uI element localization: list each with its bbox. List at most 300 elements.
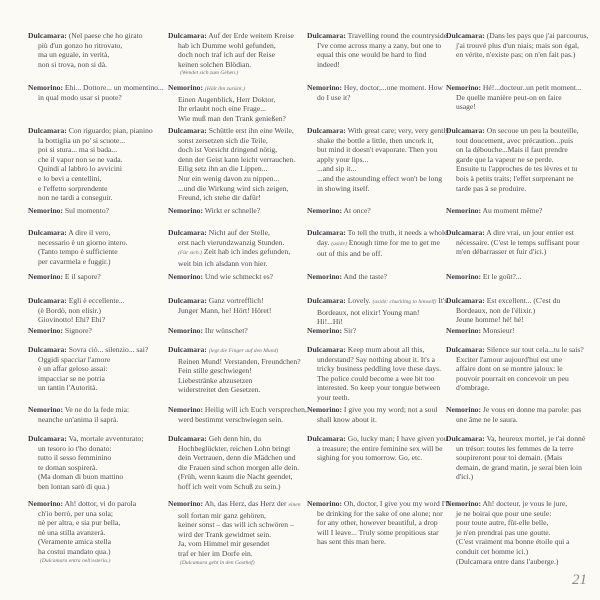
verse-line xyxy=(307,393,441,403)
line-text: Fein stille geschwiegen! xyxy=(178,366,252,376)
speech-english xyxy=(307,345,441,403)
line-text: nè per altra, e sia pur bella, xyxy=(38,518,121,528)
line-text: It's xyxy=(438,296,448,305)
line-text: d'ombrage. xyxy=(456,383,490,393)
verse-line xyxy=(446,415,581,425)
verse-line xyxy=(307,50,447,60)
line-text: e lo bevi a centellini, xyxy=(38,173,102,183)
verse-line xyxy=(168,126,295,136)
line-text: Und wie schmeckt es? xyxy=(204,272,274,281)
speaker-name: Nemorino: xyxy=(28,326,64,335)
verse-line xyxy=(168,434,299,444)
line-text: Lovely. xyxy=(347,296,371,305)
verse-line xyxy=(168,306,271,316)
line-text: Heilig will ich Euch versprechen, xyxy=(204,405,307,414)
verse-line xyxy=(168,83,286,95)
verse-line xyxy=(28,528,136,538)
speech-german xyxy=(168,31,294,79)
verse-line xyxy=(168,114,286,124)
line-text: un tesoro io t'ho donato: xyxy=(38,443,112,453)
line-text: che il vapor non se ne vada. xyxy=(38,154,123,164)
line-text: interested. So keep your tongue between xyxy=(317,383,441,393)
speaker-name: Nemorino: xyxy=(168,326,204,335)
verse-line xyxy=(28,444,143,454)
verse-line xyxy=(28,41,143,51)
line-text: Junger Mann, he! Hört! Höret! xyxy=(178,305,272,315)
verse-line xyxy=(307,434,447,444)
speaker-name: Nemorino: xyxy=(446,83,482,92)
verse-line xyxy=(446,326,515,336)
line-text: je n'en prendrai pas une goutte. xyxy=(456,527,551,537)
speaker-name: Nemorino: xyxy=(28,405,64,414)
verse-line xyxy=(307,518,450,528)
line-text: soupireront pour toi demain. (Mais xyxy=(456,453,563,463)
verse-line xyxy=(446,238,580,248)
verse-line xyxy=(446,50,588,60)
speech-german xyxy=(168,326,248,336)
verse-line xyxy=(28,174,153,184)
line-text: e l'effetto sorprendente xyxy=(38,183,108,193)
speech-english xyxy=(307,434,447,463)
line-text: Egli è eccellente... xyxy=(68,296,125,305)
verse-line xyxy=(168,136,295,146)
line-text: will I leave... Truly some propitious star xyxy=(317,527,439,537)
verse-line xyxy=(307,31,447,41)
line-text: indeed! xyxy=(317,59,340,69)
verse-line xyxy=(307,528,450,538)
speech-english xyxy=(307,326,356,336)
verse-line xyxy=(168,482,299,492)
verse-line xyxy=(307,164,449,174)
speaker-name: Dulcamara: xyxy=(307,31,346,40)
verse-line xyxy=(28,93,164,103)
speech-italian xyxy=(28,326,92,336)
verse-line xyxy=(168,164,295,174)
line-text: Sir? xyxy=(343,326,357,335)
speaker-name: Nemorino: xyxy=(446,206,482,215)
line-text: ha costui mandato qua.) xyxy=(38,546,111,556)
speaker-name: Dulcamara: xyxy=(446,345,485,354)
speaker-name: Dulcamara: xyxy=(28,31,67,40)
verse-line xyxy=(168,296,271,306)
speech-english xyxy=(307,31,447,69)
verse-line xyxy=(168,259,290,269)
verse-line xyxy=(307,228,447,238)
speaker-name: Dulcamara: xyxy=(446,296,485,305)
page-number: 21 xyxy=(572,572,587,588)
speech-italian xyxy=(28,228,128,266)
speaker-name: Nemorino: xyxy=(28,272,64,281)
line-text: la bottiglia un po' si scuote... xyxy=(38,135,125,145)
verse-line xyxy=(168,499,301,511)
line-text: Schüttle erst ihn eine Weile, xyxy=(208,126,294,135)
verse-line xyxy=(168,376,301,386)
line-text: tarde pas à se produire. xyxy=(456,183,527,193)
speaker-name: Dulcamara: xyxy=(446,126,485,135)
line-text: Zeit hab ich indes gefunden, xyxy=(203,247,291,257)
verse-line xyxy=(446,272,522,282)
speech-english xyxy=(307,405,437,424)
line-text: poi si stura... ma si bada... xyxy=(38,145,118,155)
speech-german xyxy=(168,296,271,315)
verse-line xyxy=(446,174,579,184)
verse-line xyxy=(307,383,441,393)
line-text: Ganz vortrefflich! xyxy=(208,296,264,305)
line-text: Ihr erlaubt noch eine Frage... xyxy=(178,104,266,114)
verse-line xyxy=(446,528,570,538)
speaker-name: Dulcamara: xyxy=(28,126,67,135)
line-text: Hochbeglückter, reichen Lohn bringt xyxy=(178,443,291,453)
verse-line xyxy=(168,366,301,376)
verse-line xyxy=(446,247,580,257)
speaker-name: Dulcamara: xyxy=(307,434,346,443)
speaker-name: Dulcamara: xyxy=(168,434,207,443)
line-text: (è Bordò, non elisir.) xyxy=(38,305,102,315)
speaker-name: Dulcamara: xyxy=(446,434,485,443)
line-text: Jeune homme! hé! hé! xyxy=(456,315,524,325)
line-text: Sul momento? xyxy=(64,206,110,215)
speech-french xyxy=(446,228,580,257)
verse-line xyxy=(168,472,299,482)
line-text: a treasure; the entire feminine sex will be xyxy=(317,443,443,453)
line-text: Exciter l'amour aujourd'hui est une xyxy=(456,354,563,364)
stage-direction: (Hält ihn zurück.) xyxy=(204,86,245,92)
verse-line xyxy=(168,272,273,282)
speech-english xyxy=(307,296,447,327)
speaker-name: Dulcamara: xyxy=(168,345,207,354)
speech-italian xyxy=(28,83,164,102)
line-text: m'en débarrasser et fuir d'ici.) xyxy=(456,247,547,257)
line-text: j'ai trouvé plus d'un niais; mais son égal, xyxy=(456,40,579,50)
line-text: conduit cet homme ici.) xyxy=(456,546,529,556)
speaker-name: Nemorino: xyxy=(168,499,204,508)
speech-french xyxy=(446,345,584,393)
verse-line xyxy=(446,145,579,155)
verse-line xyxy=(168,95,286,105)
speech-german xyxy=(168,405,307,424)
line-text: With great care; very, very gently xyxy=(347,126,450,135)
line-text: Va, heureux mortel, je t'ai donné xyxy=(486,434,586,443)
line-text: sonst zersetzen sich die Teile, xyxy=(178,135,268,145)
line-text: Wirkt er schnelle? xyxy=(204,206,261,215)
line-text: ma un eguale, in verità, xyxy=(38,50,110,60)
verse-line xyxy=(168,326,248,336)
line-text: je ne boirai que pour une seule: xyxy=(456,508,552,518)
verse-line xyxy=(28,434,143,444)
speech-italian xyxy=(28,272,101,282)
speech-french xyxy=(446,434,585,482)
verse-line xyxy=(28,228,128,238)
verse-line xyxy=(28,472,143,482)
line-text: but mind it doesn't evaporate. Then you xyxy=(317,145,438,155)
verse-line xyxy=(28,164,153,174)
line-text: Ve ne do la fede mia: xyxy=(64,405,130,414)
line-text: Sovra ciò... silenzio... sai? xyxy=(68,345,149,354)
speech-italian xyxy=(28,345,148,393)
verse-line xyxy=(446,463,585,473)
verse-line xyxy=(307,145,449,155)
line-text: Keep mum about all this, xyxy=(347,345,425,354)
line-text: denn der Geist kann leicht verrauchen. xyxy=(178,154,296,164)
verse-line xyxy=(28,537,136,547)
line-text: è un affar geloso assai: xyxy=(38,364,108,374)
line-text: widerstreitet den Gesetzen. xyxy=(178,385,261,395)
line-text: ben lontan sarò di qua.) xyxy=(38,481,110,491)
line-text: has sent this man here. xyxy=(317,537,386,547)
verse-line xyxy=(446,518,570,528)
line-text: keinen solchen Blödian. xyxy=(178,59,252,69)
verse-line xyxy=(168,511,301,521)
line-text: soll fortan mir ganz gehören, xyxy=(178,510,266,520)
verse-line xyxy=(28,482,143,492)
line-text: Hey, doctor,...one moment. How xyxy=(343,83,443,92)
line-text: out of this and be off. xyxy=(317,249,383,259)
verse-line xyxy=(307,155,449,165)
verse-line xyxy=(307,345,441,355)
line-text: day. xyxy=(317,237,330,247)
verse-line xyxy=(168,247,290,259)
line-text: pour toute autre, fût-elle belle, xyxy=(456,518,549,528)
speech-french xyxy=(446,326,515,336)
verse-line xyxy=(28,355,148,365)
verse-line xyxy=(307,509,450,519)
line-text: shall know about it. xyxy=(317,414,377,424)
verse-line xyxy=(446,547,570,557)
verse-line xyxy=(307,326,356,336)
verse-line xyxy=(446,296,560,306)
speaker-name: Dulcamara: xyxy=(307,126,346,135)
line-text: Nur ein wenig davon zu nippen... xyxy=(178,173,280,183)
speaker-name: Nemorino: xyxy=(168,405,204,414)
verse-line xyxy=(168,193,295,203)
line-text: Au moment même? xyxy=(482,206,543,215)
speaker-name: Dulcamara: xyxy=(307,296,346,305)
verse-line xyxy=(307,249,447,259)
verse-line xyxy=(28,547,136,557)
line-text: Ensuite tu l'approches de tes lèvres et tu xyxy=(456,164,578,174)
verse-line xyxy=(446,434,585,444)
speech-french xyxy=(446,499,570,566)
line-text: tricky business peddling love these days. xyxy=(317,364,442,374)
verse-line xyxy=(446,537,570,547)
line-text: hoff ich weit vom Schuß zu sein.) xyxy=(178,481,281,491)
line-text: werd bestimmt verschwiegen sein. xyxy=(178,414,284,424)
verse-line xyxy=(28,463,143,473)
line-text: ...and sip it... xyxy=(317,164,357,174)
line-text: Hé!...docteur..un petit moment... xyxy=(482,83,582,92)
speech-german xyxy=(168,228,290,268)
speech-french xyxy=(446,206,542,216)
verse-line xyxy=(446,228,580,238)
line-text: in qual modo usar si puote? xyxy=(38,92,122,102)
speaker-name: Nemorino: xyxy=(446,272,482,281)
speaker-name: Dulcamara: xyxy=(446,31,485,40)
line-text: Nicht auf der Stelle, xyxy=(208,228,270,237)
speech-english xyxy=(307,499,450,547)
line-text: Silence sur tout cela...tu le sais? xyxy=(486,345,584,354)
line-text: De quelle manière peut-on en faire xyxy=(456,92,562,102)
speech-italian xyxy=(28,434,143,492)
stage-direction: (Dulcamara geht in den Gasthof) xyxy=(180,559,255,566)
speaker-name: Dulcamara: xyxy=(168,126,207,135)
verse-line xyxy=(446,184,579,194)
line-text: Oh, doctor, I give you my word I'll xyxy=(343,499,450,508)
verse-line xyxy=(446,102,582,112)
speaker-name: Nemorino: xyxy=(168,83,204,92)
verse-line xyxy=(307,499,450,509)
line-text: Hi!...Hi! xyxy=(317,317,343,327)
speech-german xyxy=(168,126,295,203)
line-text: une âme ne le saura. xyxy=(456,414,518,424)
stage-direction: (Dulcamara entra nell'osteria.) xyxy=(40,557,111,564)
line-text: Ah! docteur, je vous le jure, xyxy=(482,499,568,508)
line-text: Va, mortale avventurato; xyxy=(68,434,144,443)
speech-french xyxy=(446,272,522,282)
line-text: ...und die Wirkung wird sich zeigen, xyxy=(178,183,289,193)
verse-line xyxy=(168,530,301,540)
verse-line xyxy=(168,41,294,51)
line-text: (Tanto tempo è sufficiente xyxy=(38,247,118,257)
line-text: Geh denn hin, du xyxy=(208,434,262,443)
line-text: Ihr wünschet? xyxy=(204,326,248,335)
verse-line xyxy=(307,184,449,194)
line-text: garde que la vapeur ne se perde. xyxy=(456,154,554,164)
stage-direction: (aside: chuckling to himself) xyxy=(372,299,437,305)
line-text: A dire vrai, un jour entier est xyxy=(486,228,574,237)
speech-german xyxy=(168,499,301,568)
speech-english xyxy=(307,272,387,282)
speaker-name: Nemorino: xyxy=(28,206,64,215)
line-text: A dire il vero, xyxy=(68,228,111,237)
verse-line xyxy=(446,126,579,136)
line-text: (Dans les pays que j'ai parcourus, xyxy=(486,31,589,40)
speaker-name: Dulcamara: xyxy=(28,228,67,237)
line-text: neanche un'anima il saprà. xyxy=(38,414,119,424)
stage-direction: (Für sich.) xyxy=(178,250,202,257)
line-text: Eilig setz ihn an die Lippen... xyxy=(178,164,268,174)
line-text: for any other, however beautiful, a drop xyxy=(317,518,438,528)
verse-line xyxy=(446,315,560,325)
line-text: demain, de grand matin, je serai bien loin xyxy=(456,462,582,472)
verse-line xyxy=(28,206,109,216)
stage-direction: einen xyxy=(288,502,301,508)
speech-french xyxy=(446,31,588,60)
line-text: te doman sospirerà. xyxy=(38,462,98,472)
verse-line xyxy=(307,206,371,216)
line-text: ch'io berrò, per una sola; xyxy=(38,508,113,518)
line-text: Travelling round the countryside xyxy=(347,31,448,40)
verse-line xyxy=(168,385,301,395)
verse-line xyxy=(28,60,143,70)
line-text: On secoue un peu la bouteille, xyxy=(486,126,579,135)
speech-german xyxy=(168,206,260,216)
line-text: The police could become a wee bit too xyxy=(317,373,435,383)
line-text: un tantin l'Autorità. xyxy=(38,383,98,393)
speaker-name: Nemorino: xyxy=(446,405,482,414)
verse-line xyxy=(446,557,570,567)
verse-line xyxy=(307,83,443,93)
speaker-name: Dulcamara: xyxy=(168,296,207,305)
verse-line xyxy=(28,184,153,194)
speaker-name: Dulcamara: xyxy=(168,31,207,40)
verse-line xyxy=(307,174,449,184)
line-text: Go, lucky man; I have given you xyxy=(347,434,448,443)
verse-line xyxy=(28,518,136,528)
verse-line xyxy=(168,405,307,415)
speech-german xyxy=(168,272,273,282)
line-text: Signore? xyxy=(64,326,92,335)
verse-line xyxy=(28,364,148,374)
verse-line xyxy=(168,228,290,238)
line-text: Enough time for me to get me xyxy=(348,237,440,247)
verse-line xyxy=(446,155,579,165)
verse-line xyxy=(307,41,447,51)
verse-line xyxy=(168,155,295,165)
line-text: (C'est vraiment ma bonne étoile qui a xyxy=(456,537,570,547)
verse-line xyxy=(446,306,560,316)
line-text: weit bin ich alsdann von hier. xyxy=(178,258,268,268)
line-text: Est excellent... (C'est du xyxy=(486,296,561,305)
line-text: dein Vertrauen, denn die Mädchen und xyxy=(178,453,296,463)
line-text: tout doucement, avec précaution...puis xyxy=(456,135,574,145)
speaker-name: Dulcamara: xyxy=(28,345,67,354)
verse-line xyxy=(28,247,128,257)
verse-line xyxy=(28,238,128,248)
line-text: usage! xyxy=(456,102,476,112)
line-text: (Dulcamara entre dans l'auberge.) xyxy=(456,556,559,566)
line-text: I've come across many a zany, but one to xyxy=(317,40,442,50)
line-text: do I use it? xyxy=(317,92,351,102)
line-text: d'ici.) xyxy=(456,472,474,482)
speech-italian xyxy=(28,206,109,216)
line-text: To tell the truth, it needs a whole xyxy=(347,228,448,237)
verse-line xyxy=(446,345,584,355)
verse-line xyxy=(446,31,588,41)
line-text: Quindi al labbro lo avvicini xyxy=(38,164,122,174)
speech-french xyxy=(446,405,581,424)
verse-line xyxy=(446,206,542,216)
speaker-name: Nemorino: xyxy=(307,499,343,508)
line-text: I give you my word; not a soul xyxy=(343,405,438,414)
verse-line xyxy=(446,164,579,174)
line-text: At once? xyxy=(343,206,371,215)
line-text: And the taste? xyxy=(343,272,387,281)
verse-line xyxy=(446,472,585,482)
verse-line xyxy=(307,453,447,463)
speaker-name: Dulcamara: xyxy=(446,228,485,237)
verse-line xyxy=(168,174,295,184)
speaker-name: Nemorino: xyxy=(307,206,343,215)
line-text: E il sapore? xyxy=(64,272,101,281)
verse-line xyxy=(28,272,101,282)
speaker-name: Nemorino: xyxy=(307,83,343,92)
line-text: doch ist Vorsicht dringend nötig, xyxy=(178,145,278,155)
verse-line xyxy=(168,184,295,194)
line-text: on la débouche...Mais il faut prendre xyxy=(456,145,568,155)
speaker-name: Nemorino: xyxy=(168,272,204,281)
line-text: impacciar se ne potria xyxy=(38,373,105,383)
line-text: be drinking for the sake of one alone; nor xyxy=(317,508,443,518)
verse-line xyxy=(307,355,441,365)
verse-line xyxy=(446,83,582,93)
speech-english xyxy=(307,83,443,102)
speaker-name: Nemorino: xyxy=(28,83,64,92)
line-text: Ja, vom Himmel mir gesendet xyxy=(178,539,270,549)
verse-line xyxy=(446,355,584,365)
verse-line xyxy=(28,509,136,519)
speaker-name: Dulcamara: xyxy=(307,345,346,354)
line-text: shake the bottle a little, then uncork it, xyxy=(317,135,434,145)
